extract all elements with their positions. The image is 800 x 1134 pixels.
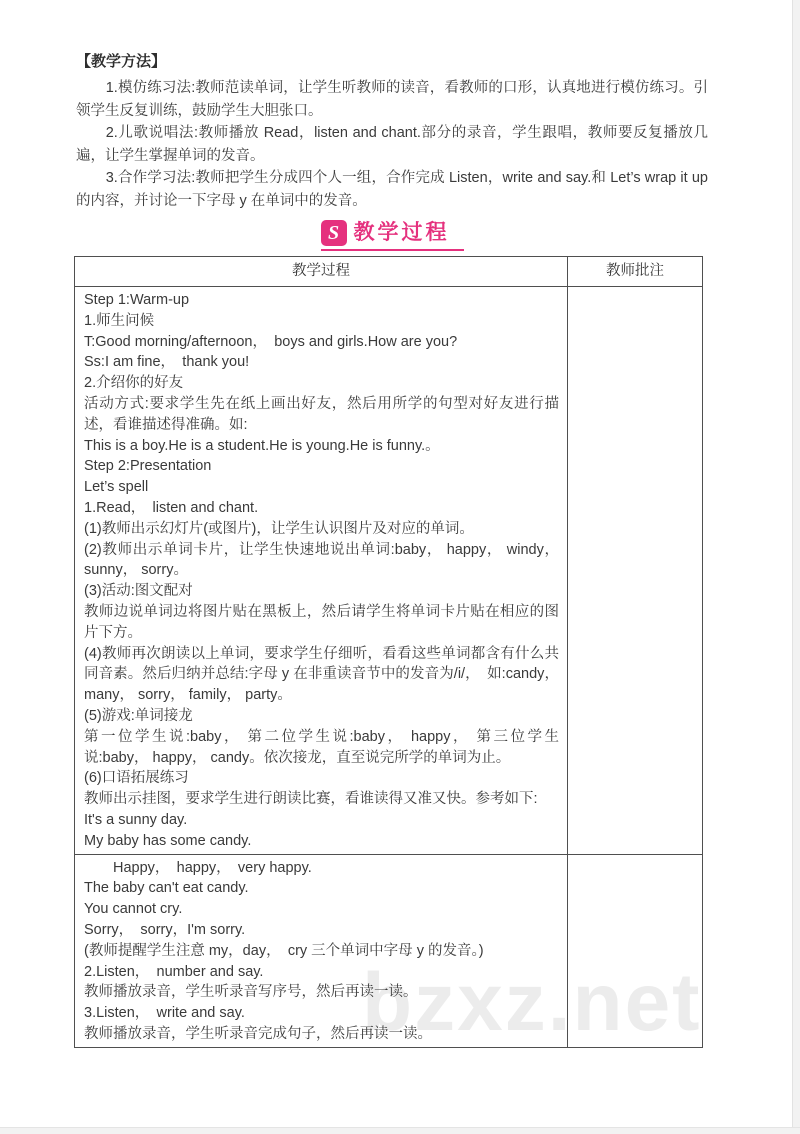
page-edge-bottom [0,1127,800,1134]
text-line: Step 1:Warm-up [84,292,190,308]
text-line: 教师边说单词边将图片贴在黑板上，然后请学生将单词卡片贴在相应的图片下方。 [84,603,559,641]
table-row [75,287,703,855]
text-line: (3)活动:图文配对 [84,583,193,600]
column-header-process: 教学过程 [75,257,568,287]
swirl-icon: S [321,220,347,246]
notes-cell-row2 [568,854,703,1047]
notes-cell-row1 [568,287,703,855]
text-line: Happy， happy， very happy. [84,859,312,876]
text-line: Sorry， sorry，I'm sorry. [84,921,246,938]
text-line: (2)教师出示单词卡片，让学生快速地说出单词:baby， happy， windy， sunny， sorry。 [84,541,559,579]
text-line: (4)教师再次朗读以上单词，要求学生仔细听，看看这些单词都含有什么共同音素。然后归纳并总结:字母 y 在非重读音节中的发音为/i/， 如:candy， many， sorry， family， party。 [84,645,559,704]
text-line: The baby can't eat candy. [84,880,249,897]
watermark: bzxz.net [362,957,702,1048]
column-header-notes: 教师批注 [568,257,703,287]
text-line: 活动方式:要求学生先在纸上画出好友，然后用所学的句型对好友进行描述，看谁描述得准确。如: [84,395,559,433]
teaching-methods-section [76,52,708,212]
text-line: T:Good morning/afternoon， boys and girls.How are you? [84,333,458,350]
banner-title: 教学过程 [353,221,450,244]
process-banner [321,220,464,251]
text-line: 教师播放录音，学生听录音写序号，然后再读一读。 [84,984,418,1001]
text-line: 3.Listen， write and say. [84,1005,245,1022]
text-line: (6)口语拓展练习 [84,770,189,787]
table-header-row [75,257,703,287]
method-paragraph-1: 1.模仿练习法:教师范读单词，让学生听教师的读音，看教师的口形，认真地进行模仿练习。引领学生反复训练，鼓励学生大胆张口。 [76,80,708,119]
text-line: My baby has some candy. [84,832,252,849]
text-line: 教师播放录音，学生听录音完成句子，然后再读一读。 [84,1025,432,1042]
process-cell-row2 [75,854,568,1047]
method-paragraph-3: 3.合作学习法:教师把学生分成四个人一组，合作完成 Listen，write and say.和 Let’s wrap it up 的内容，并讨论一下字母 y 在单词中的发音。 [76,170,708,209]
process-table [74,256,703,1048]
section-heading: 【教学方法】 [76,53,167,70]
table-row [75,854,703,1047]
method-paragraph-2: 2.儿歌说唱法:教师播放 Read，listen and chant.部分的录音，学生跟唱，教师要反复播放几遍，让学生掌握单词的发音。 [76,125,708,164]
text-line: 1.Read， listen and chant. [84,499,259,516]
text-line: It's a sunny day. [84,811,188,828]
process-cell-row1 [75,287,568,855]
page-edge-right [792,0,800,1134]
text-line: Step 2:Presentation [84,458,212,475]
text-line: 1.师生问候 [84,312,155,329]
text-line: Let’s spell [84,479,149,496]
text-line: 教师出示挂图，要求学生进行朗读比赛，看谁读得又准又快。参考如下: [84,791,538,808]
text-line: 2.介绍你的好友 [84,375,184,392]
text-line: You cannot cry. [84,901,183,918]
text-line: 2.Listen， number and say. [84,963,264,980]
text-line: 第一位学生说:baby， 第二位学生说:baby， happy， 第三位学生说:baby， happy， candy。依次接龙，直至说完所学的单词为止。 [84,728,559,766]
text-line: (1)教师出示幻灯片(或图片)，让学生认识图片及对应的单词。 [84,520,474,537]
text-line: Ss:I am fine， thank you! [84,354,250,371]
text-line: This is a boy.He is a student.He is young.He is funny.。 [84,437,440,454]
text-line: (5)游戏:单词接龙 [84,707,193,724]
text-line: (教师提醒学生注意 my，day， cry 三个单词中字母 y 的发音。) [84,942,484,959]
